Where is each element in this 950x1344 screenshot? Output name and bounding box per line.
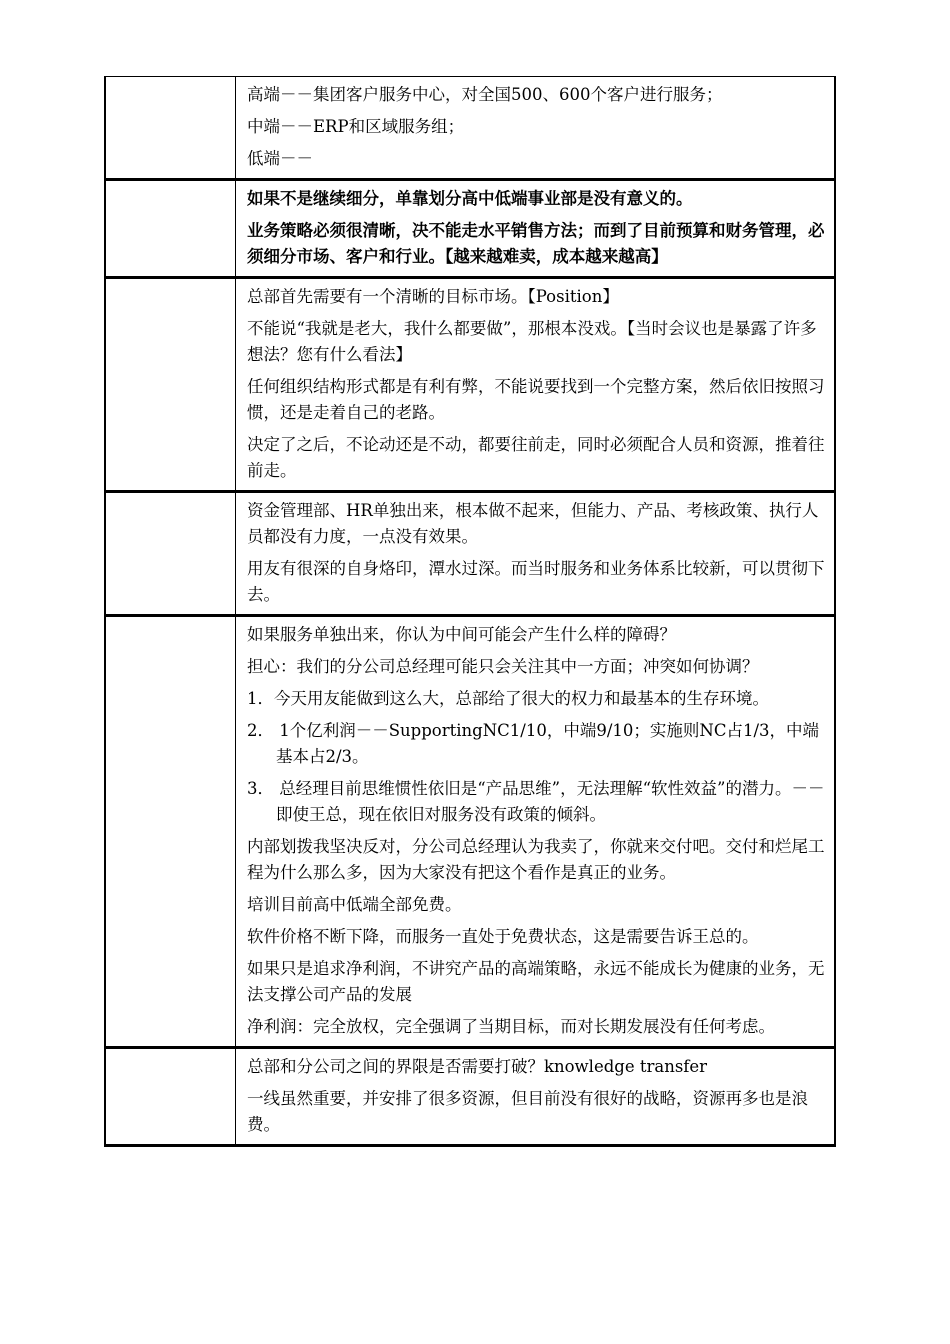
numbered-item: 1．今天用友能做到这么大，总部给了很大的权力和最基本的生存环境。 — [247, 689, 769, 708]
notes-cell — [236, 278, 836, 492]
note-paragraph: 高端－－集团客户服务中心，对全国500、600个客户进行服务； — [247, 85, 723, 104]
notes-cell — [236, 1048, 836, 1146]
left-empty-cell — [105, 77, 236, 180]
left-empty-cell — [105, 180, 236, 278]
note-paragraph: 净利润：完全放权，完全强调了当期目标，而对长期发展没有任何考虑。 — [247, 1017, 775, 1036]
left-empty-cell — [105, 616, 236, 1048]
left-empty-cell — [105, 1048, 236, 1146]
notes-table — [104, 76, 836, 1147]
note-paragraph: 决定了之后，不论动还是不动，都要往前走，同时必须配合人员和资源，推着往前走。 — [247, 435, 825, 480]
note-paragraph-bold: 如果不是继续细分，单靠划分高中低端事业部是没有意义的。 — [247, 189, 693, 208]
note-paragraph: 用友有很深的自身烙印，潭水过深。而当时服务和业务体系比较新，可以贯彻下去。 — [247, 559, 825, 604]
note-paragraph: 总部首先需要有一个清晰的目标市场。【Position】 — [247, 287, 619, 306]
table-row — [105, 616, 835, 1048]
table-row — [105, 492, 835, 616]
notes-cell — [236, 616, 836, 1048]
note-paragraph: 如果只是追求净利润，不讲究产品的高端策略，永远不能成长为健康的业务，无法支撑公司产品的发展 — [247, 959, 825, 1004]
note-paragraph: 任何组织结构形式都是有利有弊，不能说要找到一个完整方案，然后依旧按照习惯，还是走着自己的老路。 — [247, 377, 825, 422]
note-paragraph: 低端－－ — [247, 149, 313, 168]
note-paragraph: 软件价格不断下降，而服务一直处于免费状态，这是需要告诉王总的。 — [247, 927, 759, 946]
note-paragraph-bold: 业务策略必须很清晰，决不能走水平销售方法；而到了目前预算和财务管理，必须细分市场、客户和行业。【越来越难卖，成本越来越高】 — [247, 221, 825, 266]
notes-cell — [236, 492, 836, 616]
note-paragraph: 一线虽然重要，并安排了很多资源，但目前没有很好的战略，资源再多也是浪费。 — [247, 1089, 808, 1134]
note-paragraph: 担心：我们的分公司总经理可能只会关注其中一方面；冲突如何协调？ — [247, 657, 759, 676]
numbered-item: 3． 总经理目前思维惯性依旧是“产品思维”，无法理解“软性效益”的潜力。－－即使王总，现在依旧对服务没有政策的倾斜。 — [247, 779, 825, 824]
left-empty-cell — [105, 492, 236, 616]
table-row — [105, 180, 835, 278]
table-row — [105, 77, 835, 180]
note-paragraph: 资金管理部、HR单独出来，根本做不起来，但能力、产品、考核政策、执行人员都没有力度，一点没有效果。 — [247, 501, 819, 546]
left-empty-cell — [105, 278, 236, 492]
note-paragraph: 中端－－ERP和区域服务组； — [247, 117, 465, 136]
table-row — [105, 278, 835, 492]
note-paragraph: 培训目前高中低端全部免费。 — [247, 895, 462, 914]
notes-cell — [236, 180, 836, 278]
note-paragraph: 如果服务单独出来，你认为中间可能会产生什么样的障碍？ — [247, 625, 676, 644]
note-paragraph: 不能说“我就是老大，我什么都要做”，那根本没戏。【当时会议也是暴露了许多想法？您有什么看法】 — [247, 319, 817, 364]
notes-cell — [236, 77, 836, 180]
numbered-item: 2． 1个亿利润－－SupportingNC1/10，中端9/10；实施则NC占1/3，中端基本占2/3。 — [247, 721, 819, 766]
note-paragraph: 内部划拨我坚决反对，分公司总经理认为我卖了，你就来交付吧。交付和烂尾工程为什么那么多，因为大家没有把这个看作是真正的业务。 — [247, 837, 825, 882]
note-paragraph: 总部和分公司之间的界限是否需要打破？knowledge transfer — [247, 1057, 708, 1076]
table-row — [105, 1048, 835, 1146]
